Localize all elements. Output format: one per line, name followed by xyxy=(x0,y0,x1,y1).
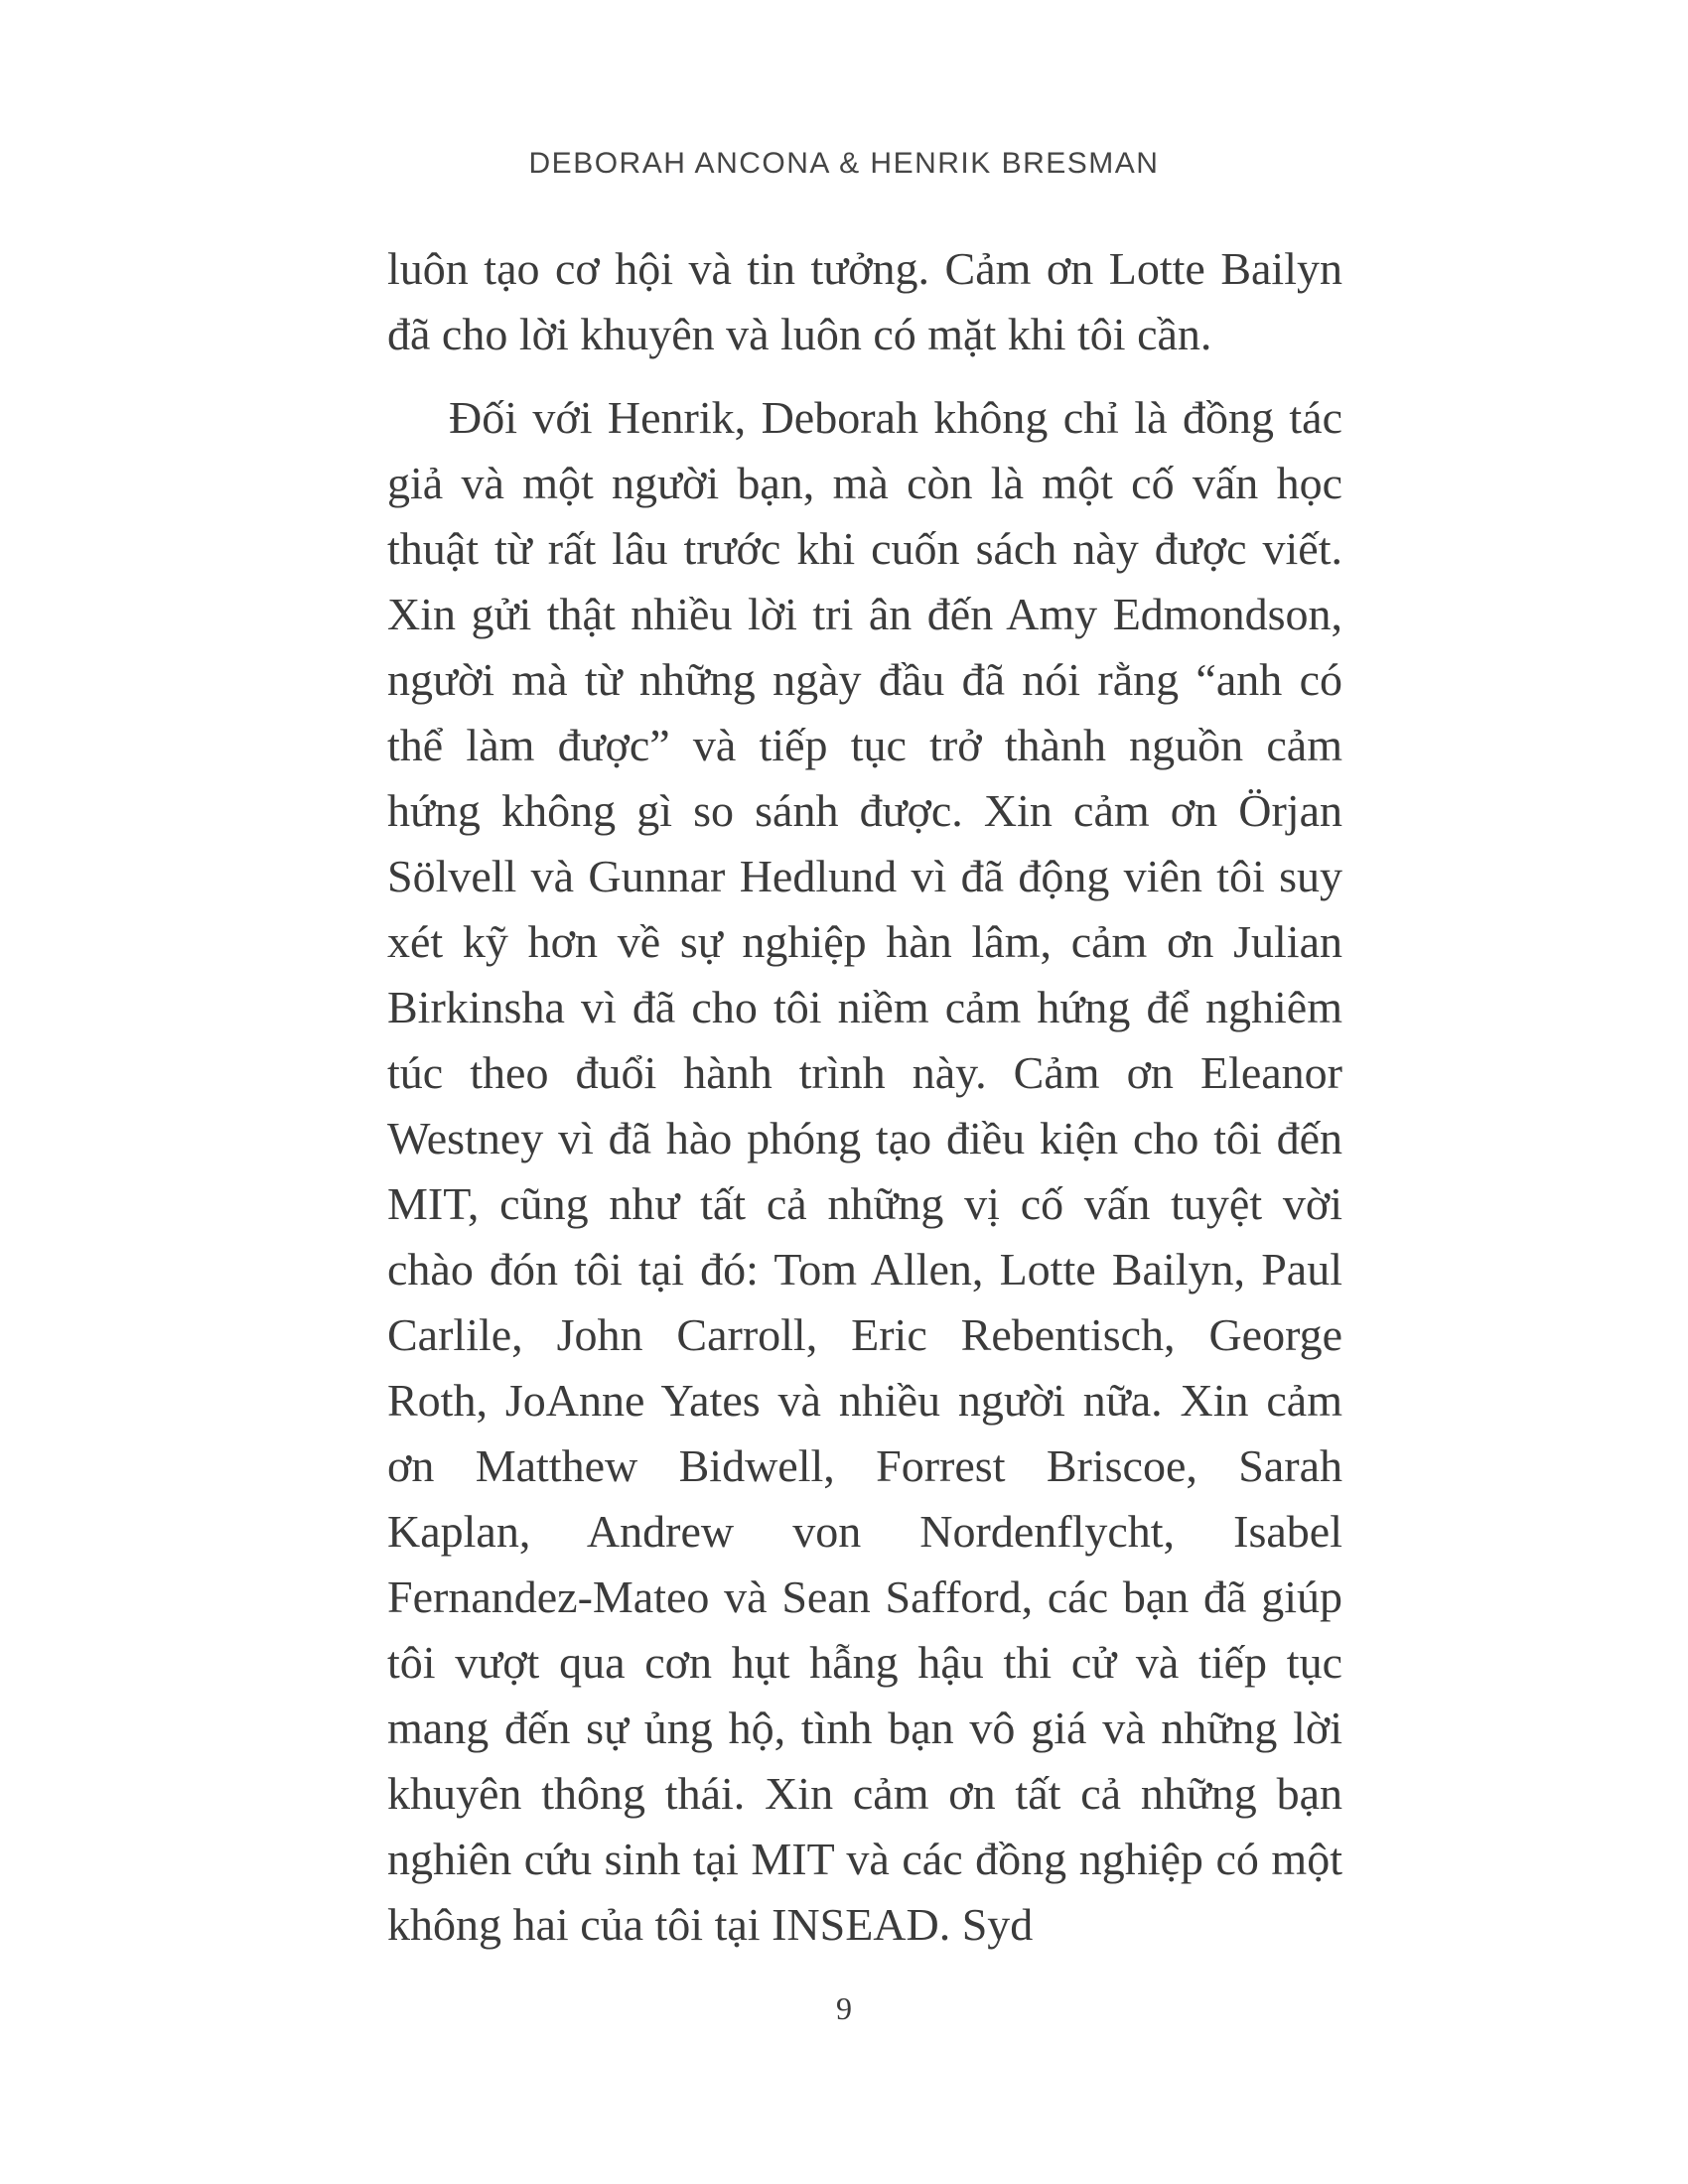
body-text-block xyxy=(387,236,1342,1958)
paragraph-1: luôn tạo cơ hội và tin tưởng. Cảm ơn Lotte Bailyn đã cho lời khuyên và luôn có mặt khi tôi cần. xyxy=(387,243,1342,359)
page-number: 9 xyxy=(836,1990,852,2026)
paragraph-2: Đối với Henrik, Deborah không chỉ là đồng tác giả và một người bạn, mà còn là một cố vấn học thuật từ rất lâu trước khi cuốn sách này được viết. Xin gửi thật nhiều lời tri ân đến Amy Edmondson, người mà từ những ngày đầu đã nói rằng “anh có thể làm được” và tiếp tục trở thành nguồn cảm hứng không gì so sánh được. Xin cảm ơn Örjan Sölvell và Gunnar Hedlund vì đã động viên tôi suy xét kỹ hơn về sự nghiệp hàn lâm, cảm ơn Julian Birkinsha vì đã cho tôi niềm cảm hứng để nghiêm túc theo đuổi hành trình này. Cảm ơn Eleanor Westney vì đã hào phóng tạo điều kiện cho tôi đến MIT, cũng như tất cả những vị cố vấn tuyệt vời chào đón tôi tại đó: Tom Allen, Lotte Bailyn, Paul Carlile, John Carroll, Eric Rebentisch, George Roth, JoAnne Yates và nhiều người nữa. Xin cảm ơn Matthew Bidwell, Forrest Briscoe, Sarah Kaplan, Andrew von Nordenflycht, Isabel Fernandez-Mateo và Sean Safford, các bạn đã giúp tôi vượt qua cơn hụt hẫng hậu thi cử và tiếp tục mang đến sự ủng hộ, tình bạn vô giá và những lời khuyên thông thái. Xin cảm ơn tất cả những bạn nghiên cứu sinh tại MIT và các đồng nghiệp có một không hai của tôi tại INSEAD. Syd xyxy=(387,392,1342,1950)
running-header: DEBORAH ANCONA & HENRIK BRESMAN xyxy=(528,147,1160,180)
